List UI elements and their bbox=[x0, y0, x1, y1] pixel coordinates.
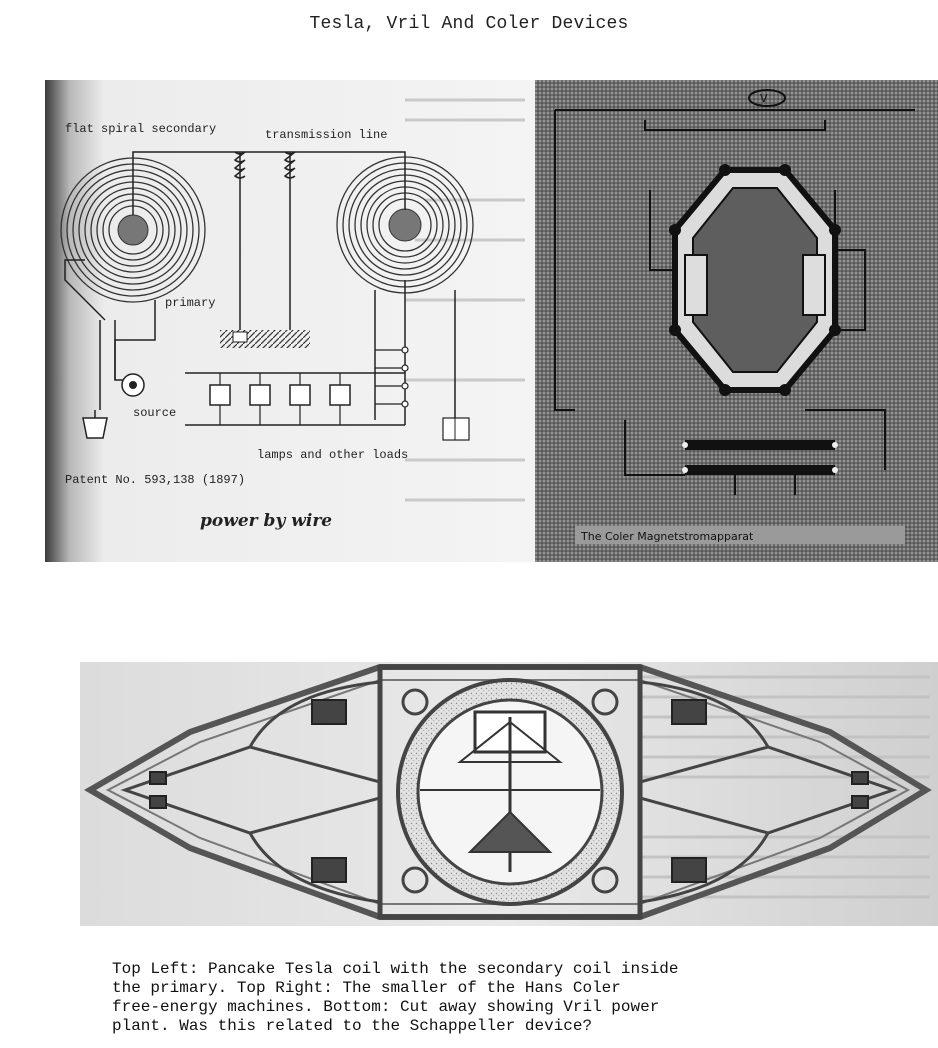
figure-caption: Top Left: Pancake Tesla coil with the secondary coil inside the primary. Top Right: The smaller of the Hans Coler free-energy machines. Bottom: Cut away showing Vril power plant. Was this related to the Schappeller device? bbox=[112, 960, 679, 1035]
source-label: source bbox=[133, 406, 177, 420]
tesla-pancake-coil-figure bbox=[45, 80, 535, 562]
coler-device-figure bbox=[535, 80, 938, 562]
coler-caption-label: The Coler Magnetstromapparat bbox=[581, 530, 754, 543]
transmission-line-label: transmission line bbox=[265, 128, 388, 142]
lamps-label: lamps and other loads bbox=[257, 448, 409, 462]
primary-label: primary bbox=[165, 296, 216, 310]
patent-label: Patent No. 593,138 (1897) bbox=[65, 473, 246, 487]
flat-spiral-secondary-label: flat spiral secondary bbox=[65, 122, 217, 136]
power-by-wire-label: power by wire bbox=[200, 511, 333, 531]
svg-text:V: V bbox=[760, 92, 768, 105]
page-title: Tesla, Vril And Coler Devices bbox=[309, 14, 629, 34]
vril-power-plant-figure bbox=[80, 662, 938, 926]
